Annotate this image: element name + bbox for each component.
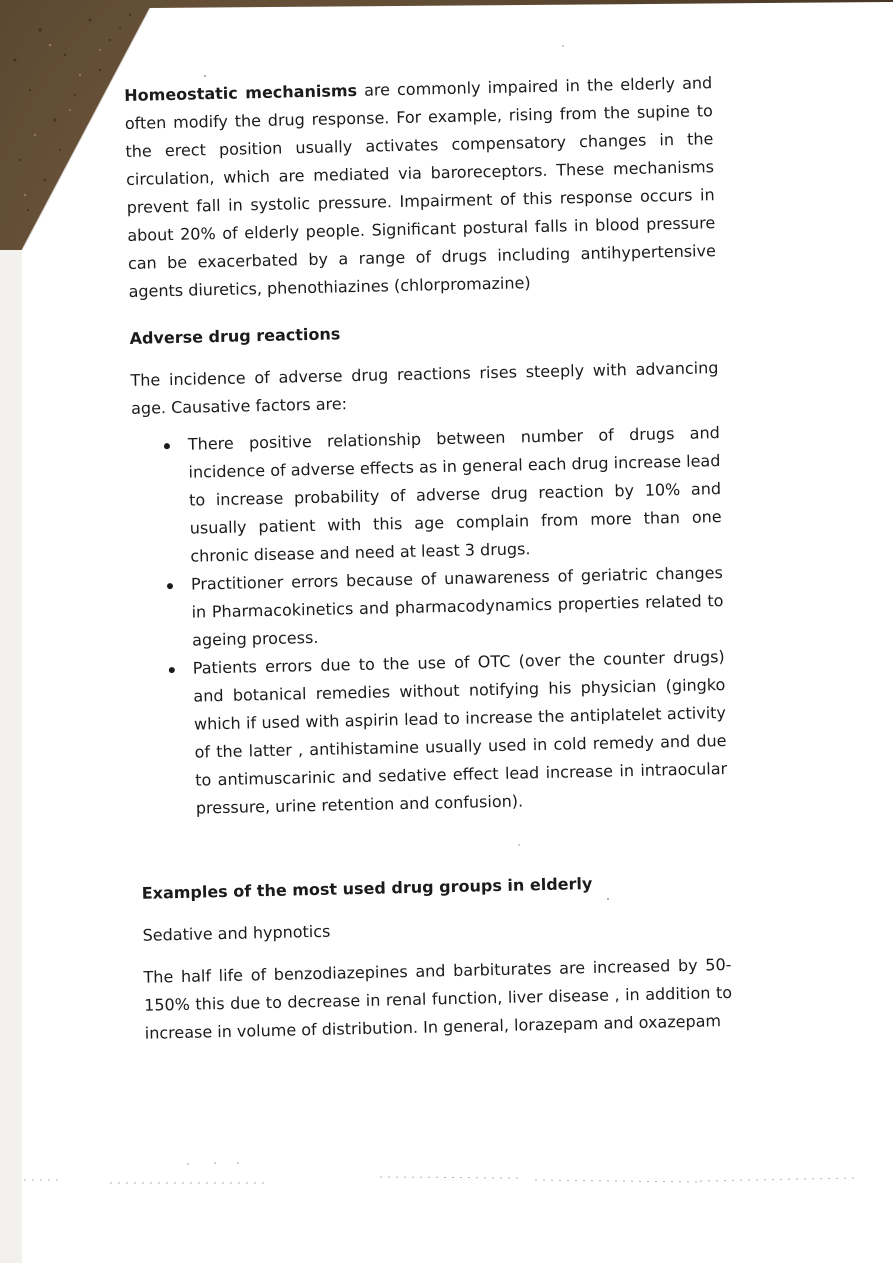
list-item <box>193 643 729 823</box>
heading-examples-drug-groups: Examples of the most used drug groups in elderly <box>141 873 593 903</box>
list-item-text: Patients errors due to the use of OTC (over the counter drugs) and botanical remedies without notifying his physician (gingko which if used with aspirin lead to increase the antiplatelet activity of the latter , antihistamine usually used in cold remedy and due to antimuscarinic and sedative effect lead increase in intraocular pressure, urine retention and confusion). <box>192 647 728 818</box>
homeostatic-text: are commonly impaired in the elderly and often modify the drug response. For example, rising from the supine to the erect position usually activates compensatory changes in the circulation, which are mediated via baroreceptors. These mechanisms prevent fall in systolic pressure. Impairment of this response occurs in about 20% of elderly people. Significant postural falls in blood pressure can be exacerbated by a range of drugs including antihypertensive agents diuretics, phenothiazines (chlorpromazine) <box>124 73 717 301</box>
heading-adverse-drug-reactions: Adverse drug reactions <box>129 324 341 348</box>
document-body <box>124 69 733 1048</box>
homeostatic-lead-term: Homeostatic mechanisms <box>124 80 358 105</box>
paragraph-adverse-intro: The incidence of adverse drug reactions rises steeply with advancing age. Causative factors are: <box>130 358 719 418</box>
list-item-text: Practitioner errors because of unawareness of geriatric changes in Pharmacokinetics and pharmacodynamics properties related to ageing process. <box>190 563 724 650</box>
paragraph-homeostatic <box>124 69 717 306</box>
list-item-text: There positive relationship between number of drugs and incidence of adverse effects as in general each drug increase lead to increase probability of adverse drug reaction by 10% and usually patient with this age complain from more than one chronic disease and need at least 3 drugs. <box>187 423 722 566</box>
bullet-icon <box>164 443 170 449</box>
list-item <box>191 559 725 655</box>
paragraph-benzodiazepines: The half life of benzodiazepines and barbiturates are increased by 50-150% this due to decrease in renal function, liver disease , in addition to increase in volume of distribution. In general, lorazepam and oxazepam <box>143 954 733 1043</box>
subheading-sedative-hypnotics: Sedative and hypnotics <box>142 921 331 945</box>
list-item <box>188 419 723 571</box>
causative-factors-list <box>132 419 728 824</box>
bullet-icon <box>169 667 175 673</box>
bullet-icon <box>167 583 173 589</box>
